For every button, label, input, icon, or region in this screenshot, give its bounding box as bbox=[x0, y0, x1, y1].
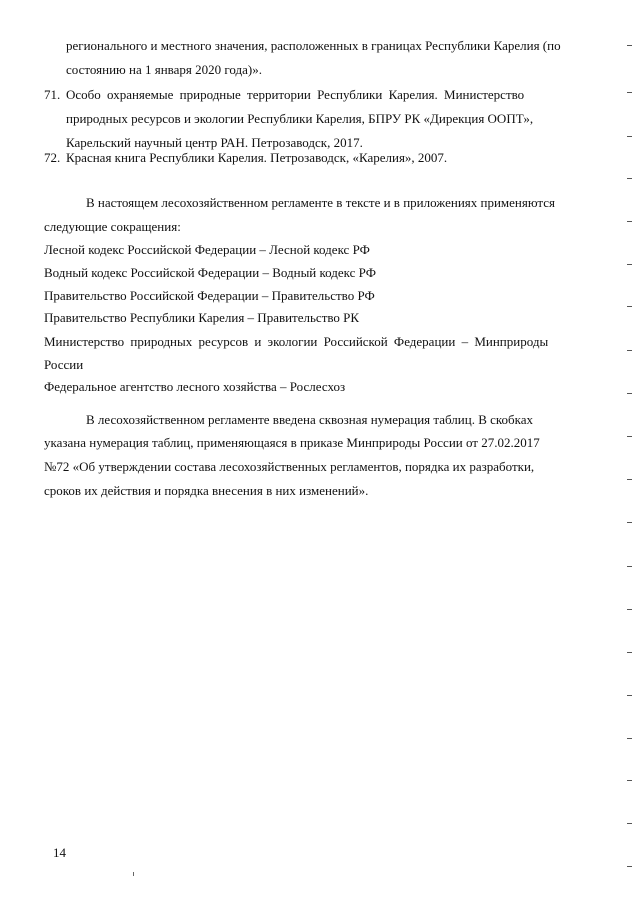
text-line: В настоящем лесохозяйственном регламенте в тексте и в приложениях применяются bbox=[86, 195, 555, 210]
page-number: 14 bbox=[53, 845, 66, 860]
reference-number: 71. bbox=[44, 87, 61, 102]
text-line: следующие сокращения: bbox=[44, 219, 181, 234]
text-line: регионального и местного значения, расположенных в границах Республики Карелия (по bbox=[66, 38, 561, 53]
text-line: Красная книга Республики Карелия. Петрозаводск, «Карелия», 2007. bbox=[66, 150, 448, 165]
text-line: сроков их действия и порядка внесения в них изменений». bbox=[44, 483, 369, 498]
text-line: природных ресурсов и экологии Республики Карелия, БПРУ РК «Дирекция ООПТ», bbox=[66, 111, 534, 126]
text-line: В лесохозяйственном регламенте введена сквозная нумерация таблиц. В скобках bbox=[86, 412, 534, 427]
text-line: №72 «Об утверждении состава лесохозяйственных регламентов, порядка их разработки, bbox=[44, 459, 535, 474]
text-line: указана нумерация таблиц, применяющаяся в приказе Минприроды России от 27.02.2017 bbox=[44, 435, 540, 450]
text-line: состоянию на 1 января 2020 года)». bbox=[66, 62, 262, 77]
abbreviation-item: Водный кодекс Российской Федерации – Водный кодекс РФ bbox=[44, 265, 376, 280]
text-line: Особо охраняемые природные территории Республики Карелия. Министерство bbox=[66, 87, 525, 102]
text-line: Карельский научный центр РАН. Петрозаводск, 2017. bbox=[66, 135, 363, 150]
abbreviation-item: Федеральное агентство лесного хозяйства – Рослесхоз bbox=[44, 379, 346, 394]
scan-speck bbox=[133, 872, 134, 876]
abbreviation-item: Министерство природных ресурсов и экологии Российской Федерации – Минприроды bbox=[44, 334, 549, 349]
abbreviation-item: Правительство Республики Карелия – Правительство РК bbox=[44, 310, 360, 325]
abbreviation-item: Лесной кодекс Российской Федерации – Лесной кодекс РФ bbox=[44, 242, 370, 257]
reference-number: 72. bbox=[44, 150, 61, 165]
abbreviation-item: Правительство Российской Федерации – Правительство РФ bbox=[44, 288, 375, 303]
text-line: России bbox=[44, 357, 84, 372]
